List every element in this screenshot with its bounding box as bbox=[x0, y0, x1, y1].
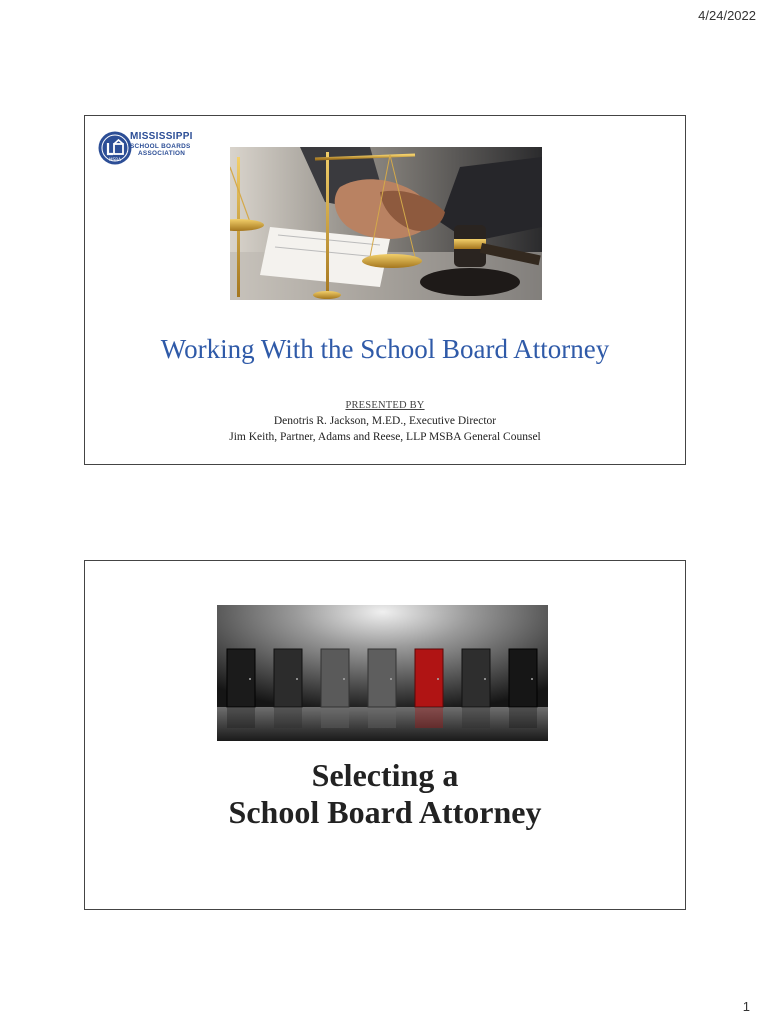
logo-wordmark bbox=[130, 132, 193, 158]
slide-1 bbox=[84, 115, 686, 465]
slide-1-title: Working With the School Board Attorney bbox=[160, 334, 610, 364]
presenter-1: Denotris R. Jackson, M.ED., Executive Director bbox=[273, 415, 497, 427]
slide-2-title bbox=[85, 757, 685, 831]
slide-2-title-line-2: School Board Attorney bbox=[228, 794, 542, 830]
red-door bbox=[415, 649, 443, 707]
logo-mark-text: MSBA bbox=[108, 157, 122, 162]
presenter-2: Jim Keith, Partner, Adams and Reese, LLP MSBA General Counsel bbox=[229, 431, 541, 443]
page-date: 4/24/2022 bbox=[698, 8, 756, 23]
presented-by-label: PRESENTED BY bbox=[345, 400, 425, 411]
logo-line-2: SCHOOL BOARDS bbox=[130, 143, 191, 150]
slide-2 bbox=[84, 560, 686, 910]
page-number: 1 bbox=[742, 999, 750, 1014]
msba-logo-mark-icon bbox=[97, 130, 133, 166]
slide-2-title-line-1: Selecting a bbox=[311, 757, 459, 793]
msba-logo bbox=[97, 130, 212, 168]
scales-handshake-gavel-photo bbox=[230, 147, 542, 300]
logo-line-1: MISSISSIPPI bbox=[130, 131, 193, 142]
logo-line-3: ASSOCIATION bbox=[138, 150, 186, 158]
row-of-doors-photo bbox=[217, 605, 548, 741]
